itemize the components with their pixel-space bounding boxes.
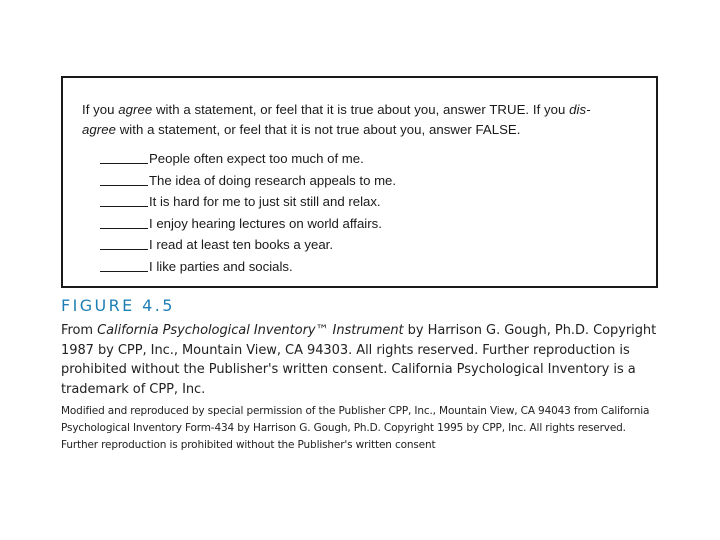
questionnaire-box xyxy=(61,76,658,288)
figure-permission-note: Modified and reproduced by special permission of the Publisher CPP, Inc., Mountain View, CA 94043 from California Psychological Inventory Form-434 by Harrison G. Gough, Ph.D. Copyright 1995 by CPP, Inc. All rights reserved. Further reproduction is prohibited without the Publisher's written consent xyxy=(61,405,650,451)
credit-title: California Psychological Inventory™ Instrument xyxy=(97,323,404,338)
statement-list xyxy=(100,148,396,278)
statement-text: I enjoy hearing lectures on world affairs. xyxy=(149,215,382,231)
instructions-disagree-word-b: agree xyxy=(82,122,116,137)
statement-text: It is hard for me to just sit still and relax. xyxy=(149,194,381,210)
statement-text: I read at least ten books a year. xyxy=(149,237,334,253)
answer-blank[interactable] xyxy=(100,171,148,186)
credit-prefix: From xyxy=(61,323,98,338)
statement-text: The idea of doing research appeals to me. xyxy=(149,172,397,188)
statement-item xyxy=(100,256,396,278)
instructions-part-2: with a statement, or feel that it is true about you, answer TRUE. If you xyxy=(152,102,570,117)
statement-item xyxy=(100,170,396,192)
instructions-part-3: with a statement, or feel that it is not true about you, answer FALSE. xyxy=(115,122,521,137)
answer-blank[interactable] xyxy=(100,257,148,272)
figure-credit xyxy=(61,321,661,400)
answer-blank[interactable] xyxy=(100,235,148,250)
statement-text: People often expect too much of me. xyxy=(149,151,364,166)
statement-item xyxy=(100,191,396,213)
answer-blank[interactable] xyxy=(100,214,148,229)
answer-blank[interactable] xyxy=(100,149,148,164)
statement-item xyxy=(100,213,396,235)
credit-rest: by Harrison G. Gough, Ph.D. Copyright 1987 by CPP, Inc., Mountain View, CA 94303. All rights reserved. Further reproduction is prohibited without the Publisher's written consent. California Psychological Inventory is a trademark of CPP, Inc. xyxy=(61,323,657,398)
instructions-agree-word: agree xyxy=(118,102,153,117)
answer-blank[interactable] xyxy=(100,192,148,207)
instructions-text xyxy=(82,100,642,140)
statement-text: I like parties and socials. xyxy=(149,258,293,274)
statement-item xyxy=(100,234,396,256)
figure-label: FIGURE 4.5 xyxy=(61,296,175,315)
statement-item xyxy=(100,148,396,170)
instructions-part-1: If you xyxy=(82,102,119,117)
instructions-disagree-word-a: dis- xyxy=(569,102,591,117)
